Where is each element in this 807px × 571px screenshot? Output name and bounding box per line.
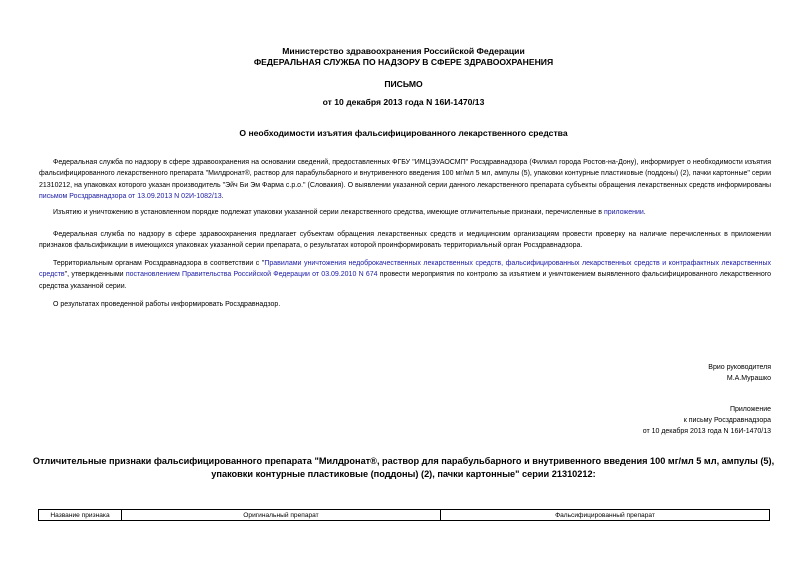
paragraph-4-mid: ", утвержденными (64, 271, 126, 279)
paragraph-1-text: Федеральная служба по надзору в сфере здравоохранения на основании сведений, предоставленных ФГБУ "ИМЦЭУАОСМП" Росздравнадзора (Филиал города Ростов-на-Дону), информирует о необходимости изъятия фальсифицированного лекарственного препарата "Милдронат®, раствор для парабульбарного и внутривенного введения 100 мг/мл 5 мл, ампулы (5), упаковки контурные пластиковые (поддоны) (2), пачки картонные" серии 21310212, на упаковках которого указан производитель "Эйч Би Эм Фарма с.р.о." (Словакия). О выявлении указанной серии данного лекарственного препарата субъекты обращения лекарственных средств информированы (39, 159, 771, 189)
paragraph-1-end: . (221, 192, 224, 200)
signature-name: М.А.Мурашко (726, 375, 771, 383)
paragraph-3 (39, 229, 771, 252)
paragraph-2 (39, 207, 771, 218)
column-header-original: Оригинальный препарат (122, 510, 441, 521)
paragraph-5 (39, 299, 771, 310)
document-subject: О необходимости изъятия фальсифицированного лекарственного средства (239, 128, 568, 138)
appendix-link[interactable]: приложении (603, 209, 644, 216)
document-date-number: от 10 декабря 2013 года N 16И-1470/13 (322, 97, 485, 107)
paragraph-3-text: Федеральная служба по надзору в сфере здравоохранения предлагает субъектам обращения лекарственных средств и медицинским организациям провести проверку на наличие перечисленных в приложении признаков фальсификации в имеющихся упаковках указанной серии препарата, о результатах которой проинформировать территориальный орган Росздравнадзора. (39, 231, 771, 250)
appendix-title: Отличительные признаки фальсифицированного препарата "Милдронат®, раствор для парабульбарного и внутривенного введения 100 мг/мл 5 мл, ампулы (5), упаковки контурные пластиковые (поддоны) (2), пачки картонные" серии 21310212: (32, 456, 775, 479)
appendix-label: Приложение (729, 406, 771, 413)
paragraph-5-text: О результатах проведенной работы информировать Росздравнадзор. (53, 301, 281, 308)
signs-table (38, 509, 770, 521)
appendix-reference: к письму Росздравнадзора (683, 417, 771, 425)
appendix-date: от 10 декабря 2013 года N 16И-1470/13 (642, 428, 771, 436)
ministry-name: Министерство здравоохранения Российской Федерации (282, 46, 525, 56)
government-decree-link[interactable]: постановлением Правительства Российской Федерации от 03.09.2010 N 674 (125, 271, 378, 279)
signature-block (708, 362, 771, 384)
paragraph-4-text: Территориальным органам Росздравнадзора в соответствии с " (53, 260, 265, 267)
service-name: ФЕДЕРАЛЬНАЯ СЛУЖБА ПО НАДЗОРУ В СФЕРЕ ЗДРАВООХРАНЕНИЯ (253, 57, 554, 67)
paragraph-4-end: провести мероприятия по контролю за изъятием и уничтожением выявленного фальсифицированного лекарственного средства указанной серии. (39, 271, 772, 290)
paragraph-2-end: . (643, 209, 646, 216)
table-header-row (39, 510, 770, 521)
letter-reference-link[interactable]: письмом Росздравнадзора от 13.09.2013 N 02И-1082/13 (39, 192, 222, 200)
destruction-rules-link[interactable]: Правилами уничтожения недоброкачественных лекарственных средств, фальсифицированных лекарственных средств и контрафактных лекарственных средств (39, 260, 771, 279)
column-header-sign-name: Название признака (39, 510, 122, 521)
paragraph-1 (39, 157, 771, 202)
document-type: ПИСЬМО (384, 79, 423, 89)
appendix-header (643, 404, 771, 438)
paragraph-2-text: Изъятию и уничтожению в установленном порядке подлежат упаковки указанной серии лекарственного средства, имеющие отличительные признаки, перечисленные в (53, 209, 604, 216)
signature-position: Врио руководителя (708, 364, 771, 371)
paragraph-4 (39, 258, 771, 292)
column-header-falsified: Фальсифицированный препарат (441, 510, 770, 521)
